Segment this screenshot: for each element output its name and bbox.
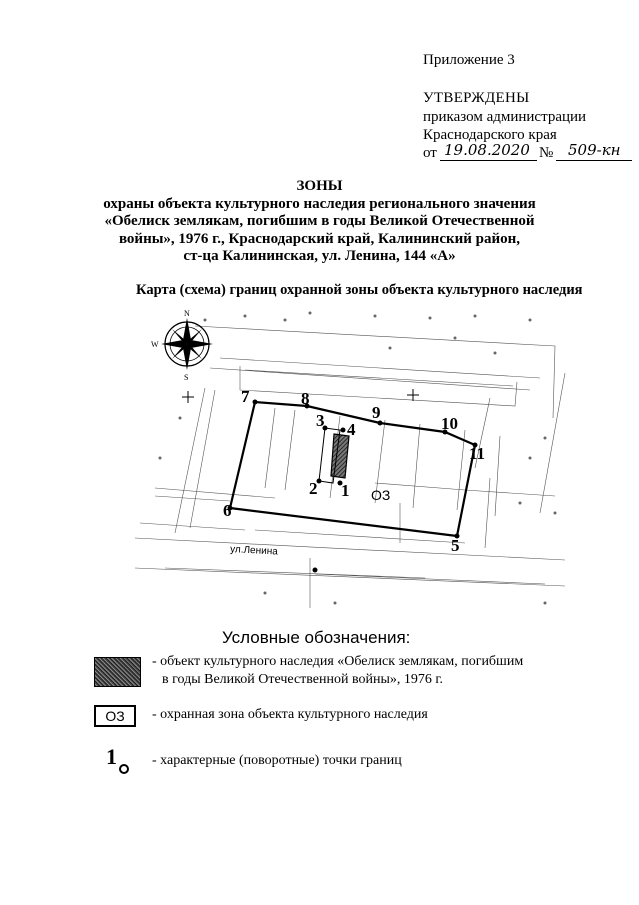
approval-date-line (423, 145, 437, 162)
legend-monument-symbol (94, 657, 141, 687)
point-label-8: 8 (301, 389, 310, 408)
point-label-3: 3 (316, 411, 325, 430)
compass-west: W (151, 340, 159, 349)
title-line-4: ст-ца Калининская, ул. Ленина, 144 «А» (183, 248, 456, 264)
legend-point-text: - характерные (поворотные) точки границ (152, 753, 402, 768)
point-label-7: 7 (241, 387, 250, 406)
point-label-10: 10 (441, 414, 458, 433)
legend-point-symbol: 1 (106, 744, 117, 769)
number-label: № (539, 145, 554, 161)
point-label-4: 4 (347, 420, 356, 439)
handwritten-date: 19.08.2020 (444, 141, 530, 159)
from-label: от (423, 145, 437, 161)
point-label-2: 2 (309, 479, 318, 498)
appendix-label: Приложение 3 (423, 52, 515, 68)
boundary-point-labels (223, 387, 485, 555)
street-label: ул.Ленина (229, 544, 279, 558)
title-line-2: «Обелиск землякам, погибшим в годы Великой Отечественной (104, 213, 535, 229)
map-caption: Карта (схема) границ охранной зоны объекта культурного наследия (136, 282, 583, 298)
point-label-5: 5 (451, 536, 460, 555)
legend-monument-text-2: в годы Великой Отечественной войны», 1976 г. (162, 672, 444, 687)
point-label-11: 11 (469, 444, 486, 463)
legend-title: Условные обозначения: (222, 628, 411, 647)
title-line-1: охраны объекта культурного наследия регионального значения (103, 196, 536, 212)
date-underline (440, 160, 537, 161)
approved-region-line: Краснодарского края (423, 127, 557, 143)
monument-object (331, 434, 349, 478)
point-label-6: 6 (223, 501, 232, 520)
compass-south: S (184, 373, 189, 382)
legend-monument-text-1: - объект культурного наследия «Обелиск землякам, погибшим (152, 654, 524, 669)
approved-by-line: приказом администрации (423, 109, 587, 125)
document-title: ЗОНЫ (296, 178, 343, 194)
legend-point-circle (119, 764, 129, 774)
cadastral-linework (135, 326, 565, 608)
compass-north: N (184, 309, 190, 318)
handwritten-number: 509-кн (568, 141, 621, 159)
legend-zone-text: - охранная зона объекта культурного наследия (152, 707, 428, 722)
tree-markers (159, 312, 557, 605)
number-underline (556, 160, 632, 161)
point-label-9: 9 (372, 403, 381, 422)
legend-zone-symbol: ОЗ (94, 705, 136, 727)
point-label-1: 1 (341, 481, 350, 500)
approved-label: УТВЕРЖДЕНЫ (423, 90, 530, 106)
boundary-map (135, 298, 575, 620)
title-line-3: войны», 1976 г., Краснодарский край, Калининский район, (118, 231, 521, 247)
zone-label: ОЗ (371, 487, 391, 503)
